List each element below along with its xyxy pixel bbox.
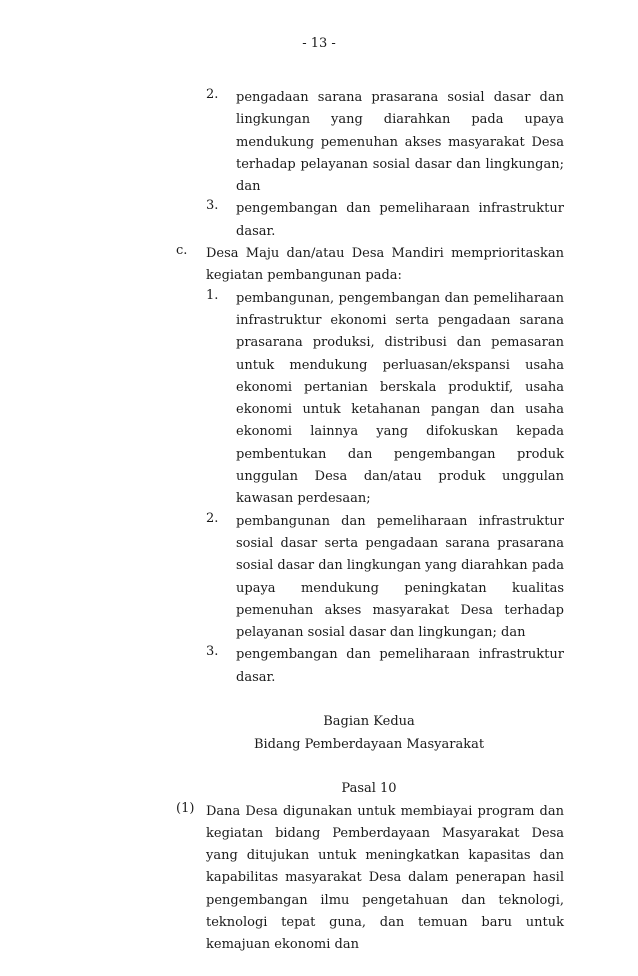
list-item xyxy=(0,198,638,243)
section-title: Bidang Pemberdayaan Masyarakat xyxy=(253,736,485,752)
list-text: Desa Maju dan/atau Desa Mandiri memprioritaskan kegiatan pembangunan pada: xyxy=(206,246,564,284)
list-text: pembangunan dan pemeliharaan infrastruktur sosial dasar serta pengadaan sarana prasarana sosial dasar dan lingkungan yang diarahkan pada upaya mendukung peningkatan kualitas pemenuhan akses masyarakat Desa terhadap pelayanan sosial dasar dan lingkungan; dan xyxy=(236,513,564,641)
list-text: pengembangan dan pemeliharaan infrastruktur dasar. xyxy=(236,647,564,685)
list-text: pengadaan sarana prasarana sosial dasar dan lingkungan yang diarahkan pada upaya mendukung pemenuhan akses masyarakat Desa terhadap pelayanan sosial dasar dan lingkungan; dan xyxy=(236,90,564,195)
list-number: 1. xyxy=(206,287,219,303)
spacer xyxy=(0,689,638,711)
clause xyxy=(0,801,638,957)
list-item-c xyxy=(0,243,638,288)
clause-text: Dana Desa digunakan untuk membiayai program dan kegiatan bidang Pemberdayaan Masyarakat Desa yang ditujukan untuk meningkatkan kapasitas dan kapabilitas masyarakat Desa dalam penerapan hasil pengembangan ilmu pengetahuan dan teknologi, teknologi tepat guna, dan temuan baru untuk kemajuan ekonomi dan xyxy=(206,803,564,953)
clause-number: (1) xyxy=(176,800,195,816)
list-number: 2. xyxy=(206,87,219,102)
list-item xyxy=(0,87,638,198)
list-text: pembangunan, pengembangan dan pemeliharaan infrastruktur ekonomi serta pengadaan sarana prasarana produksi, distribusi dan pemasaran untuk mendukung perluasan/ekspansi usaha ekonomi pertanian berskala produktif, usaha ekonomi untuk ketahanan pangan dan usaha ekonomi lainnya yang difokuskan kepada pembentukan dan pengembangan produk unggulan Desa dan/atau produk unggulan kawasan perdesaan; xyxy=(236,290,564,507)
list-text: pengembangan dan pemeliharaan infrastruktur dasar. xyxy=(236,201,564,239)
list-item xyxy=(0,288,638,511)
list-item xyxy=(0,644,638,689)
article-title: Pasal 10 xyxy=(341,781,397,797)
list-number: 2. xyxy=(206,510,219,526)
list-item xyxy=(0,511,638,645)
spacer xyxy=(0,756,638,778)
list-number: 3. xyxy=(206,198,219,214)
page-number: - 13 - xyxy=(302,36,336,51)
document-content xyxy=(0,87,638,957)
list-number: 3. xyxy=(206,644,219,660)
section-part: Bagian Kedua xyxy=(323,714,415,730)
list-letter: c. xyxy=(176,243,188,259)
